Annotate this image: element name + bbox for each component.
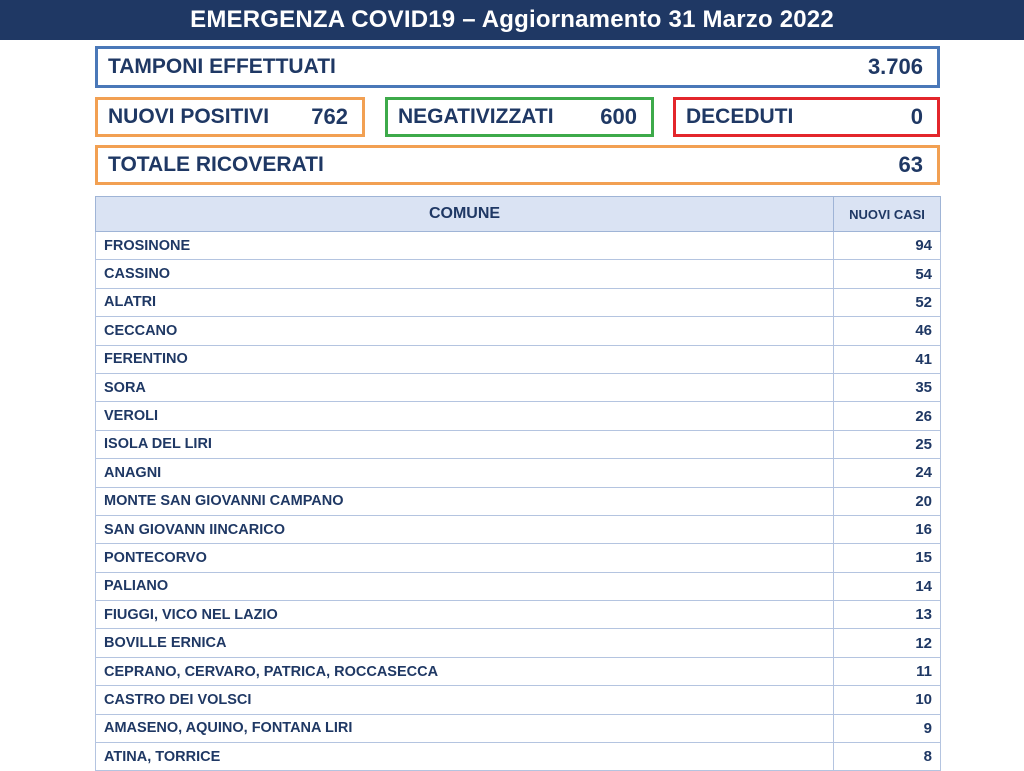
deceduti-value: 0 <box>910 104 923 129</box>
nuovi-casi-cell: 14 <box>834 572 941 600</box>
comune-cell: SORA <box>96 373 834 401</box>
nuovi-casi-cell: 12 <box>834 629 941 657</box>
ricoverati-box <box>95 145 940 185</box>
deceduti-box <box>673 97 940 137</box>
table-row <box>96 459 941 487</box>
deceduti-label: DECEDUTI <box>686 105 794 128</box>
page-title: EMERGENZA COVID19 – Aggiornamento 31 Marzo 2022 <box>190 6 834 33</box>
nuovi-casi-cell: 24 <box>834 459 941 487</box>
comune-cell: ISOLA DEL LIRI <box>96 430 834 458</box>
nuovi-casi-cell: 16 <box>834 515 941 543</box>
comune-cell: FROSINONE <box>96 232 834 260</box>
nuovi-casi-cell: 9 <box>834 714 941 742</box>
nuovi-casi-cell: 52 <box>834 288 941 316</box>
ricoverati-label: TOTALE RICOVERATI <box>108 153 324 176</box>
comune-cell: BOVILLE ERNICA <box>96 629 834 657</box>
nuovi-casi-cell: 41 <box>834 345 941 373</box>
page-title-banner <box>0 0 1024 40</box>
nuovi-casi-cell: 8 <box>834 743 941 771</box>
comune-cell: ALATRI <box>96 288 834 316</box>
comune-cell: FERENTINO <box>96 345 834 373</box>
comune-cell: PALIANO <box>96 572 834 600</box>
nuovi-casi-cell: 26 <box>834 402 941 430</box>
nuovi-casi-cell: 35 <box>834 373 941 401</box>
nuovi-casi-cell: 11 <box>834 657 941 685</box>
table-row <box>96 572 941 600</box>
table-header-row <box>96 197 941 232</box>
nuovi-casi-cell: 10 <box>834 686 941 714</box>
column-header-comune: COMUNE <box>96 197 834 232</box>
table-row <box>96 743 941 771</box>
comuni-table <box>95 196 941 771</box>
table-row <box>96 430 941 458</box>
comune-cell: VEROLI <box>96 402 834 430</box>
table-row <box>96 487 941 515</box>
table-row <box>96 373 941 401</box>
table-row <box>96 402 941 430</box>
table-row <box>96 714 941 742</box>
table-row <box>96 345 941 373</box>
tamponi-label: TAMPONI EFFETTUATI <box>108 55 336 78</box>
comune-cell: PONTECORVO <box>96 544 834 572</box>
negativizzati-label: NEGATIVIZZATI <box>398 105 554 128</box>
table-row <box>96 260 941 288</box>
comune-cell: CEPRANO, CERVARO, PATRICA, ROCCASECCA <box>96 657 834 685</box>
table-row <box>96 657 941 685</box>
negativizzati-box <box>385 97 654 137</box>
table-row <box>96 232 941 260</box>
table-row <box>96 288 941 316</box>
comune-cell: AMASENO, AQUINO, FONTANA LIRI <box>96 714 834 742</box>
nuovi-casi-cell: 20 <box>834 487 941 515</box>
comune-cell: CASSINO <box>96 260 834 288</box>
table-row <box>96 629 941 657</box>
table-row <box>96 317 941 345</box>
tamponi-box <box>95 46 940 88</box>
table-row <box>96 686 941 714</box>
nuovi-casi-cell: 54 <box>834 260 941 288</box>
nuovi-positivi-label: NUOVI POSITIVI <box>108 105 270 128</box>
nuovi-positivi-box <box>95 97 365 137</box>
tamponi-value: 3.706 <box>867 54 923 79</box>
comune-cell: CECCANO <box>96 317 834 345</box>
table-row <box>96 601 941 629</box>
ricoverati-value: 63 <box>898 152 923 177</box>
comune-cell: ANAGNI <box>96 459 834 487</box>
table-row <box>96 515 941 543</box>
column-header-nuovi-casi: NUOVI CASI <box>834 197 941 232</box>
nuovi-casi-cell: 25 <box>834 430 941 458</box>
nuovi-casi-cell: 94 <box>834 232 941 260</box>
nuovi-casi-cell: 46 <box>834 317 941 345</box>
table-row <box>96 544 941 572</box>
comune-cell: SAN GIOVANN IINCARICO <box>96 515 834 543</box>
comune-cell: CASTRO DEI VOLSCI <box>96 686 834 714</box>
comune-cell: MONTE SAN GIOVANNI CAMPANO <box>96 487 834 515</box>
comune-cell: ATINA, TORRICE <box>96 743 834 771</box>
nuovi-positivi-value: 762 <box>311 104 348 129</box>
negativizzati-value: 600 <box>600 104 637 129</box>
comune-cell: FIUGGI, VICO NEL LAZIO <box>96 601 834 629</box>
nuovi-casi-cell: 15 <box>834 544 941 572</box>
nuovi-casi-cell: 13 <box>834 601 941 629</box>
